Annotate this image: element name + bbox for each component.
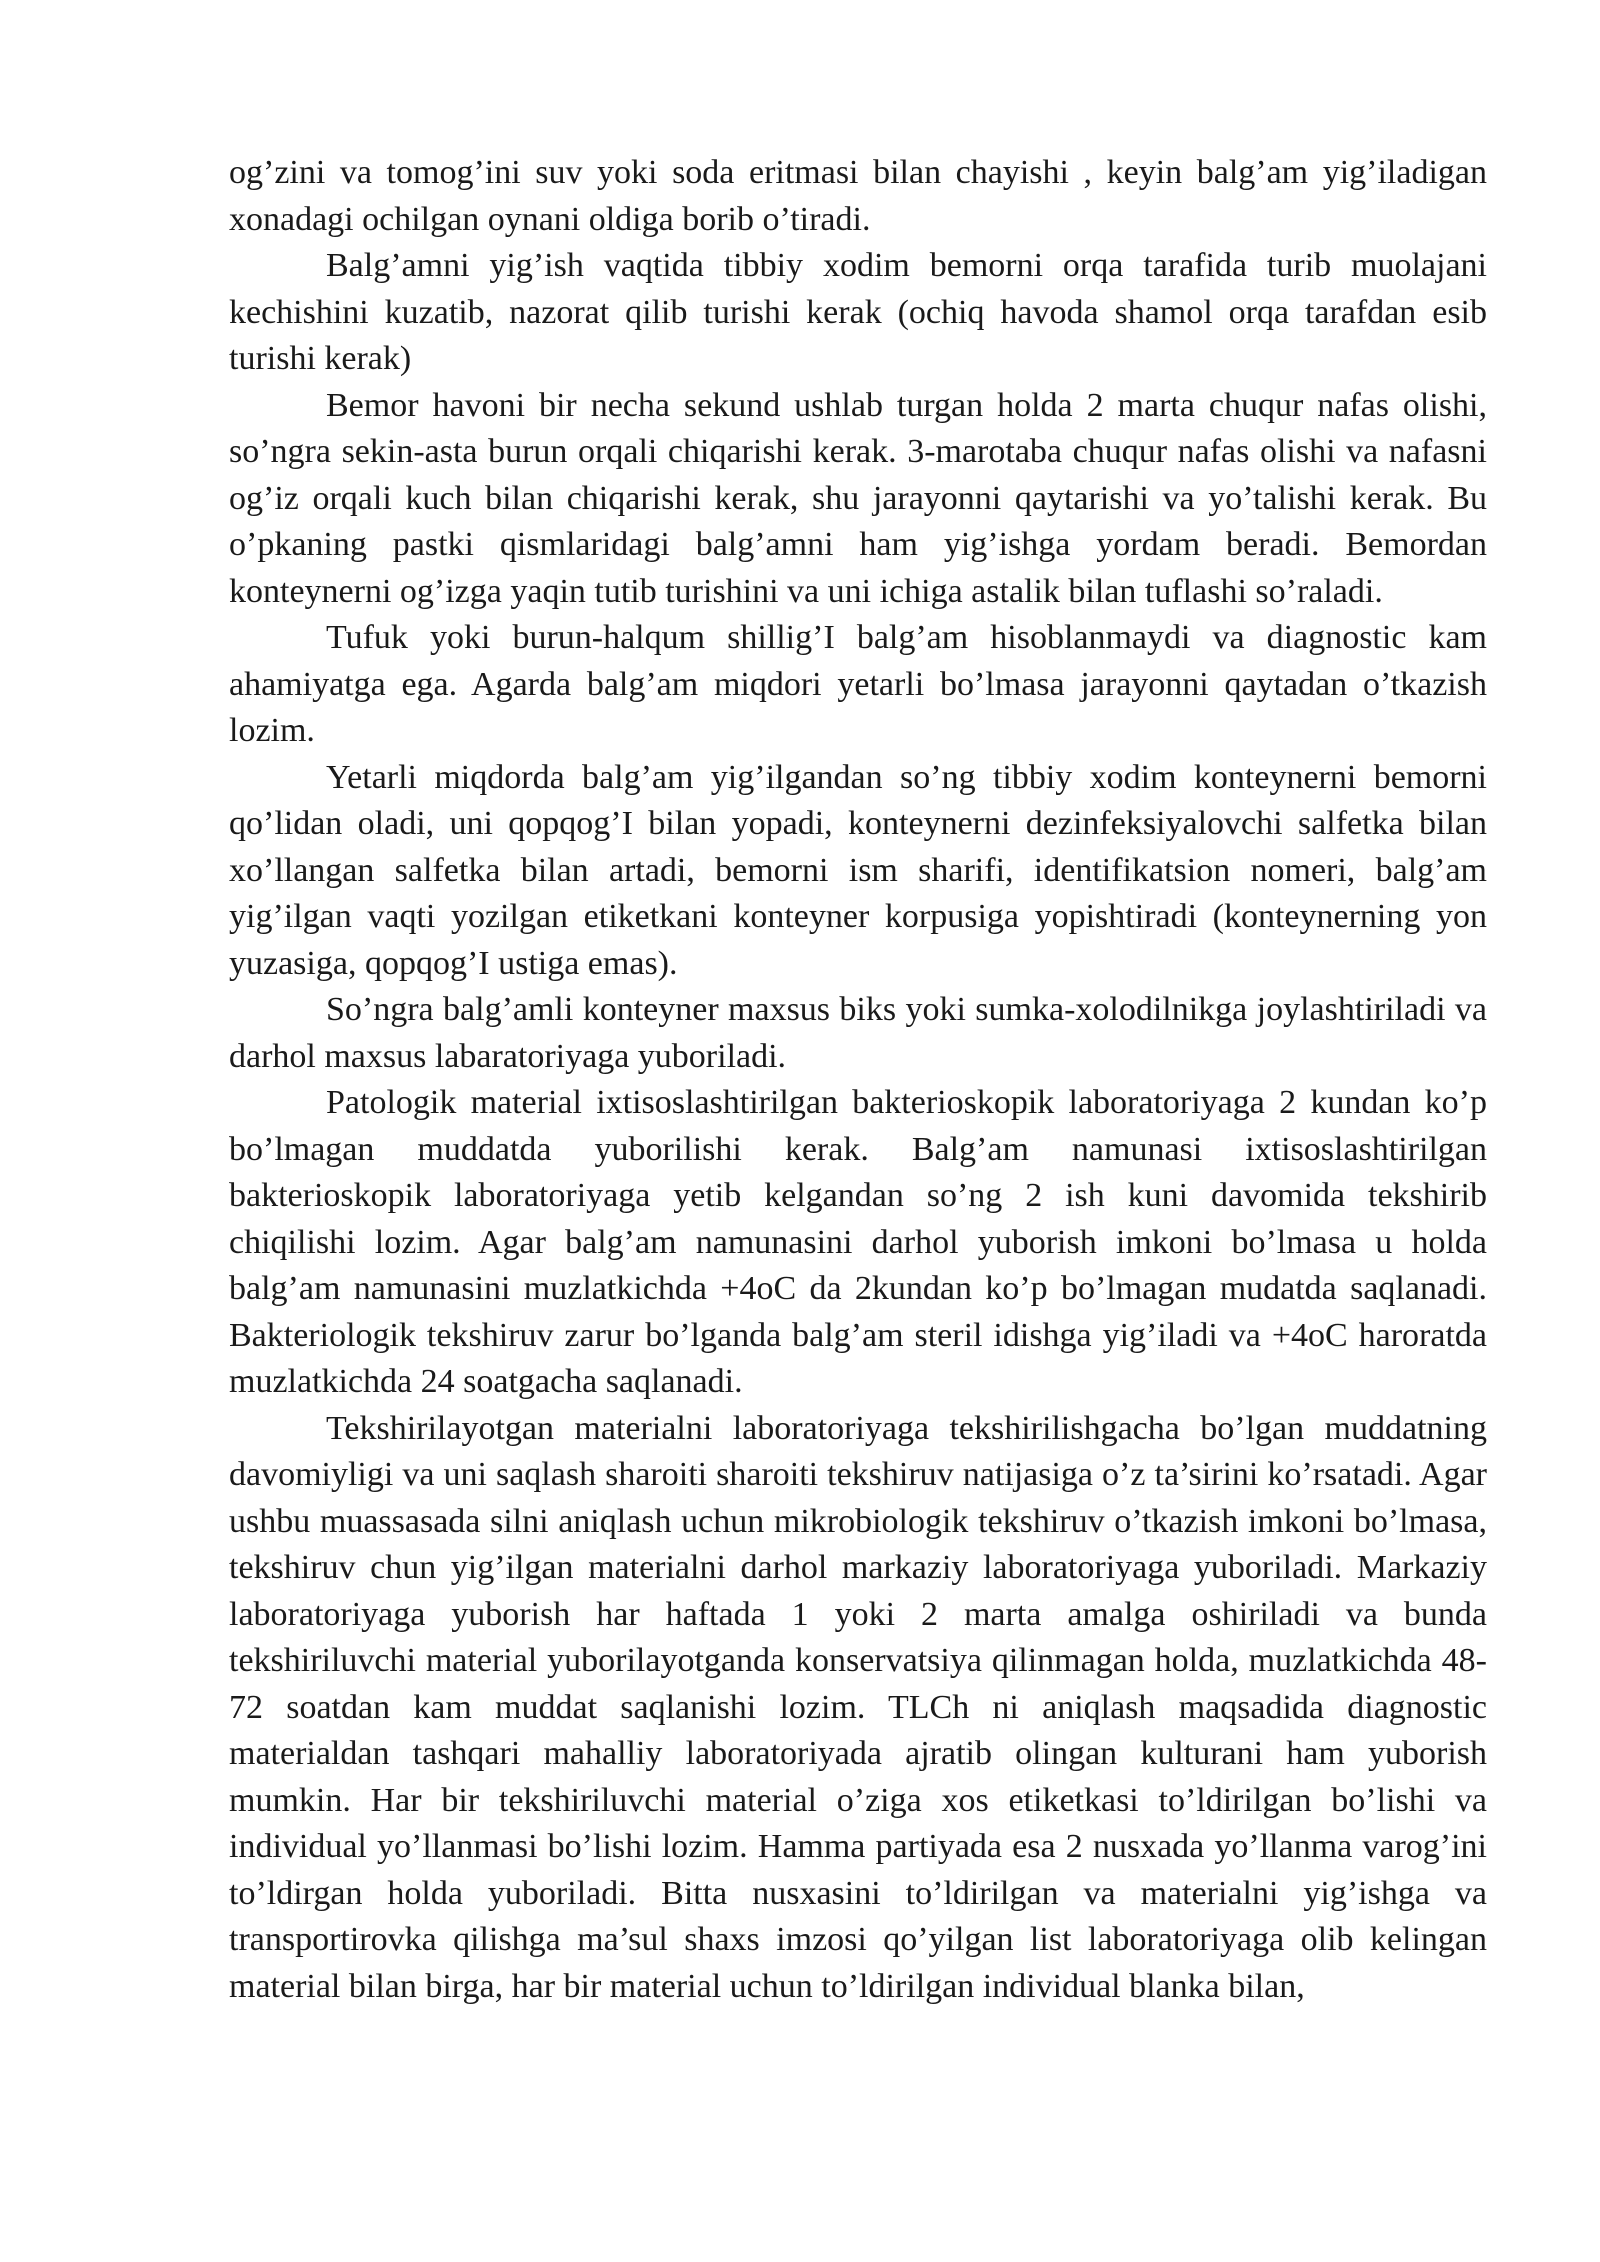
paragraph-breathing-instructions: Bemor havoni bir necha sekund ushlab turgan holda 2 marta chuqur nafas olishi, so’ngra sekin-asta burun orqali chiqarishi kerak. 3-marotaba chuqur nafas olishi va nafasni og’iz orqali kuch bilan chiqarishi kerak, shu jarayonni qaytarishi va yo’talishi kerak. Bu o’pkaning pastki qismlaridagi balg’amni ham yig’ishga yordam beradi. Bemordan konteynerni og’izga yaqin tutib turishini va uni ichiga astalik bilan tuflashi so’raladi. xyxy=(229,386,1487,610)
paragraph-sputum-collection-supervision: Balg’amni yig’ish vaqtida tibbiy xodim bemorni orqa tarafida turib muolajani kechishini kuzatib, nazorat qilib turishi kerak (ochiq havoda shamol orqa tarafdan esib turishi kerak) xyxy=(229,247,1487,377)
paragraph-container-labeling: Yetarli miqdorda balg’am yig’ilgandan so’ng tibbiy xodim konteynerni bemorni qo’lidan oladi, uni qopqog’I bilan yopadi, konteynerni dezinfeksiyalovchi salfetka bilan xo’llangan salfetka bilan artadi, bemorni ism sharifi, identifikatsion nomeri, balg’am yig’ilgan vaqti yozilgan etiketkani konteyner korpusiga yopishtiradi (konteynerning yon yuzasiga, qopqog’I ustiga emas). xyxy=(229,758,1487,982)
paragraph-transport: So’ngra balg’amli konteyner maxsus biks yoki sumka-xolodilnikga joylashtiriladi va darhol maxsus labaratoriyaga yuboriladi. xyxy=(229,991,1487,1075)
paragraph-saliva-note: Tufuk yoki burun-halqum shillig’I balg’am hisoblanmaydi va diagnostic kam ahamiyatga ega. Agarda balg’am miqdori yetarli bo’lmasa jarayonni qaytadan o’tkazish lozim. xyxy=(229,619,1487,749)
paragraph-central-laboratory: Tekshirilayotgan materialni laboratoriyaga tekshirilishgacha bo’lgan muddatning davomiyligi va uni saqlash sharoiti sharoiti tekshiruv natijasiga o’z ta’sirini ko’rsatadi. Agar ushbu muassasada silni aniqlash uchun mikrobiologik tekshiruv o’tkazish imkoni bo’lmasa, tekshiruv chun yig’ilgan materialni darhol markaziy laboratoriyaga yuboriladi. Markaziy laboratoriyaga yuborish har haftada 1 yoki 2 marta amalga oshiriladi va bunda tekshiriluvchi material yuborilayotganda konservatsiya qilinmagan holda, muzlatkichda 48-72 soatdan kam muddat saqlanishi lozim. TLCh ni aniqlash maqsadida diagnostic materialdan tashqari mahalliy laboratoriyada ajratib olingan kulturani ham yuborish mumkin. Har bir tekshiriluvchi material o’ziga xos etiketkasi to’ldirilgan bo’lishi va individual yo’llanmasi bo’lishi lozim. Hamma partiyada esa 2 nusxada yo’llanma varog’ini to’ldirgan holda yuboriladi. Bitta nusxasini to’ldirilgan va materialni yig’ishga va transportirovka qilishga ma’sul shaxs imzosi qo’yilgan list laboratoriyaga olib kelingan material bilan birga, har bir material uchun to’ldirilgan individual blanka bilan, xyxy=(229,1409,1487,2005)
paragraph-storage-timing: Patologik material ixtisoslashtirilgan bakterioskopik laboratoriyaga 2 kundan ko’p bo’lmagan muddatda yuborilishi kerak. Balg’am namunasi ixtisoslashtirilgan bakterioskopik laboratoriyaga yetib kelgandan so’ng 2 ish kuni davomida tekshirib chiqilishi lozim. Agar balg’am namunasini darhol yuborish imkoni bo’lmasa u holda balg’am namunasini muzlatkichda +4oC da 2kundan ko’p bo’lmagan mudatda saqlanadi. Bakteriologik tekshiruv zarur bo’lganda balg’am steril idishga yig’iladi va +4oC haroratda muzlatkichda 24 soatgacha saqlanadi. xyxy=(229,1084,1487,1400)
document-page xyxy=(229,150,1487,2010)
paragraph-continuation: og’zini va tomog’ini suv yoki soda eritmasi bilan chayishi , keyin balg’am yig’iladigan xonadagi ochilgan oynani oldiga borib o’tiradi. xyxy=(229,154,1487,238)
